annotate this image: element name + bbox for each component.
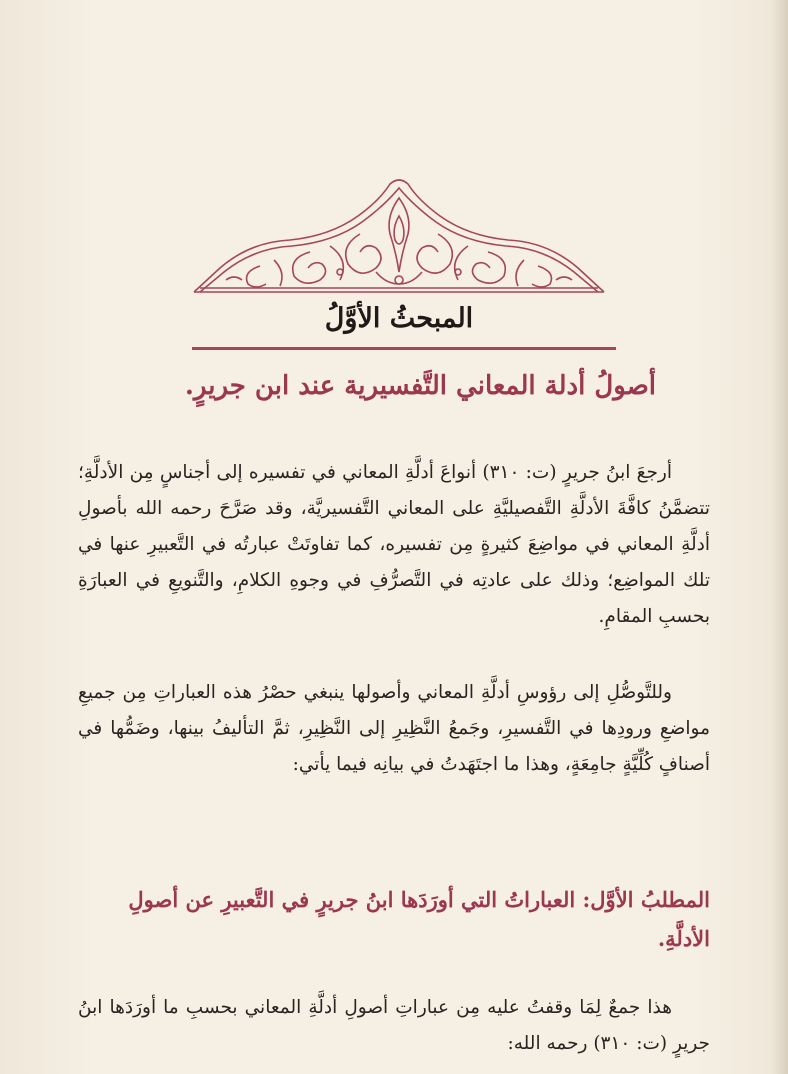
body-paragraph-1 (78, 455, 710, 635)
subsection-title: العباراتُ التي أورَدَها ابنُ جريرٍ في التَّعبيرِ عن أصولِ الأدلَّةِ. (128, 887, 710, 951)
page-spine-shadow (770, 0, 788, 1074)
decorative-header-ornament (190, 176, 608, 298)
body-paragraph-2 (78, 675, 710, 783)
body-paragraph-3 (78, 990, 710, 1062)
section-heading: أصولُ أدلة المعاني التَّفسيرية عند ابن جريرٍ. (184, 371, 656, 401)
chapter-title-underline (192, 347, 616, 350)
paragraph-1-text: أرجعَ ابنُ جريرٍ (ت: ٣١٠) أنواعَ أدلَّةِ المعاني في تفسيره إلى أجناسٍ مِن الأدلَّةِ؛ تتضمَّنُ كافَّةَ الأدلَّةِ التَّفصيليَّةِ على المعاني التَّفسيريَّة، وقد صَرَّحَ رحمه الله بأصولِ أدلَّةِ المعاني في مواضِعَ كثيرةٍ مِن تفسيره، كما تفاوتَتْ عبارتُه في التَّعبيرِ عنها في تلك المواضِع؛ وذلك على عادتِه في التَّصرُّفِ في وجوهِ الكلامِ، والتَّنويعِ في العبارَةِ بحسبِ المقامِ. (78, 462, 710, 627)
chapter-title: المبحثُ الأوَّلُ (324, 303, 474, 334)
paragraph-3-text: هذا جمعٌ لِمَا وقفتُ عليه مِن عباراتِ أصولِ أدلَّةِ المعاني بحسبِ ما أورَدَها ابنُ جريرٍ (ت: ٣١٠) رحمه الله: (78, 997, 710, 1054)
subsection-heading (78, 880, 710, 958)
paragraph-2-text: وللتَّوصُّلِ إلى رؤوسِ أدلَّةِ المعاني وأصولها ينبغي حصْرُ هذه العباراتِ مِن جميعِ مواضعِ ورودِها في التَّفسيرِ، وجَمعُ النَّظِيرِ إلى النَّظِيرِ، ثمَّ التأليفُ بينها، وضَمُّها في أصنافٍ كُلِّيَّةٍ جامِعَةٍ، وهذا ما اجتَهَدتُ في بيانِه فيما يأتي: (78, 682, 710, 775)
subsection-label: المطلبُ الأوَّل: (582, 887, 710, 912)
